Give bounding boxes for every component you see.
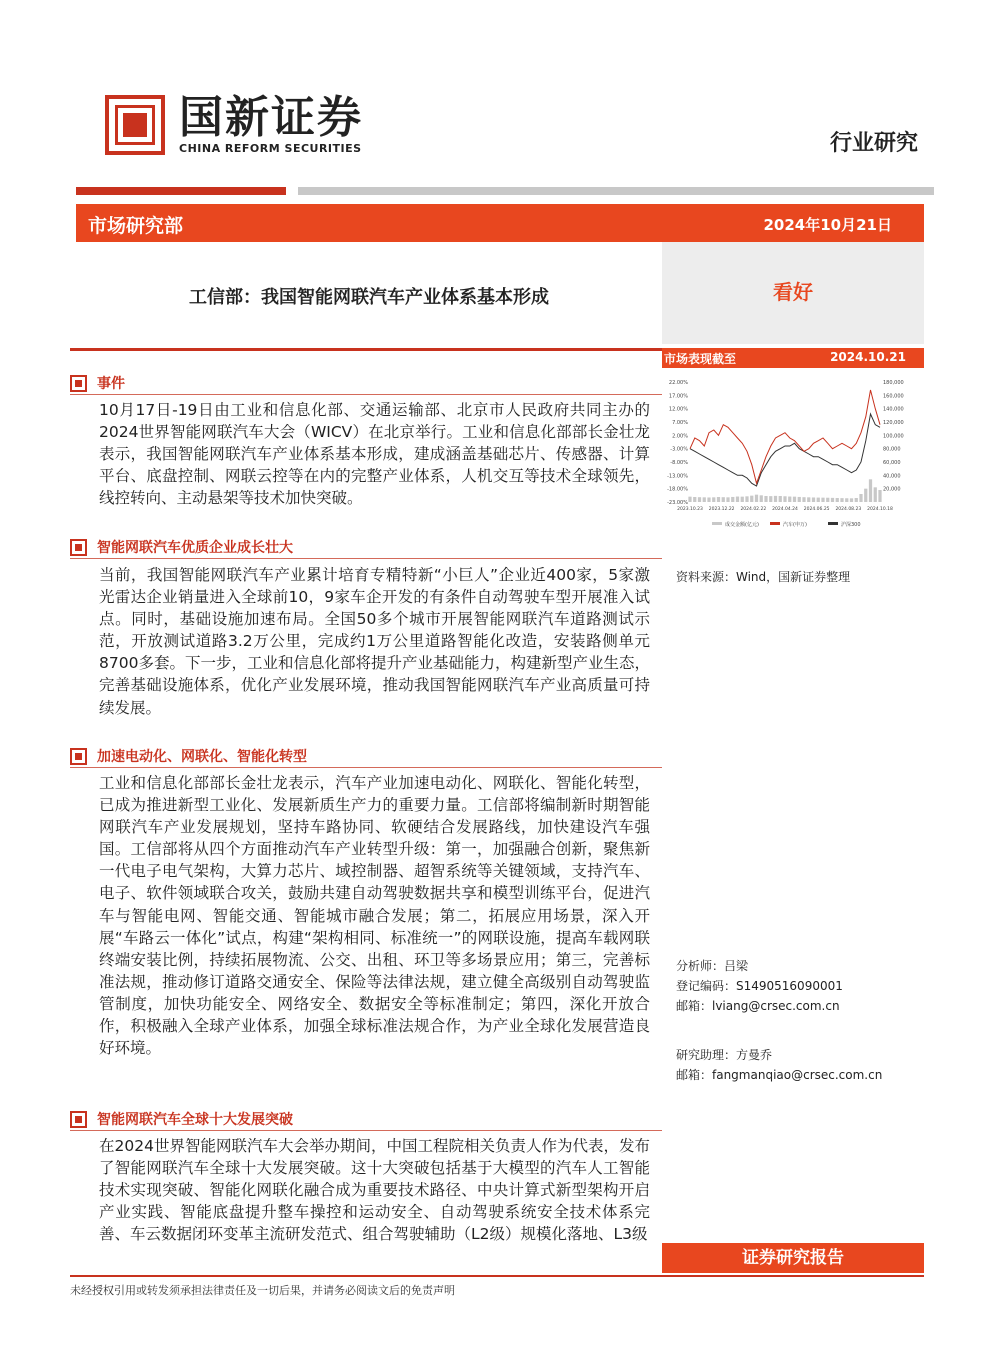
logo-english-name: CHINA REFORM SECURITIES — [179, 142, 362, 155]
volume-bar — [869, 479, 872, 502]
right-tick-label: 40,000 — [883, 473, 901, 480]
section-title: 事件 — [97, 376, 125, 392]
section-paragraph: 当前，我国智能网联汽车产业累计培育专精特新“小巨人”企业近400家，5家激光雷达企业销量进入全球前10，9家车企开发的有条件自动驾驶车型开展准入试点。同时，基础设施加速布局。全国50多个城市开展智能网联汽车道路测试示范，开放测试道路3.2万公里，完成约1万公里道路智能化改造，安装路侧单元8700多套。下一步，工业和信息化部将提升产业基础能力，构建新型产业生态，完善基础设施体系，优化产业发展环境，推动我国智能网联汽车产业高质量可持续发展。 — [99, 566, 650, 717]
auto-index-line — [690, 390, 880, 483]
legend-swatch — [828, 522, 838, 525]
volume-bar — [755, 495, 758, 502]
section-divider — [70, 767, 662, 768]
volume-bar — [798, 497, 801, 502]
right-tick-label: 100,000 — [883, 433, 904, 440]
legend-label: 沪深300 — [841, 522, 861, 528]
chart-source: 资料来源：Wind，国新证券整理 — [676, 570, 851, 584]
volume-bar — [736, 497, 739, 502]
x-tick-label: 2024.06.25 — [803, 507, 830, 512]
section-title: 智能网联汽车全球十大发展突破 — [97, 1112, 293, 1128]
market-performance-date: 2024.10.21 — [830, 350, 906, 364]
section-divider — [70, 558, 662, 559]
volume-bar — [760, 495, 763, 502]
report-date: 2024年10月21日 — [763, 216, 892, 234]
legend-swatch — [770, 522, 780, 525]
right-tick-label: 80,000 — [883, 446, 901, 453]
left-tick-label: -8.00% — [670, 460, 688, 466]
header-divider-bar — [298, 187, 934, 195]
volume-bar — [779, 496, 782, 502]
left-tick-label: 2.00% — [672, 433, 688, 440]
volume-bar — [831, 498, 834, 502]
right-tick-label: 140,000 — [883, 406, 904, 413]
section-bullet-icon — [70, 539, 87, 556]
analyst-block — [676, 958, 843, 1014]
left-tick-label: 17.00% — [668, 393, 688, 400]
volume-bar — [764, 496, 767, 502]
volume-bar — [878, 490, 881, 502]
section-title: 智能网联汽车优质企业成长壮大 — [97, 540, 293, 556]
section-paragraph: 在2024世界智能网联汽车大会举办期间，中国工程院相关负责人作为代表，发布了智能网联汽车全球十大发展突破。这十大突破包括基于大模型的汽车人工智能技术实现突破、智能化网联化融合成为重要技术路径、中央计算式新型架构开启产业实践、智能底盘提升整车操控和运动安全、自动驾驶系统安全技术体系完善、车云数据闭环变革主流研发范式、组合驾驶辅助（L2级）规模化落地、L3级 — [99, 1137, 650, 1244]
report-type-label: 证券研究报告 — [662, 1243, 924, 1273]
volume-bar — [717, 497, 720, 502]
volume-bar — [774, 496, 777, 502]
analyst-registration: 登记编码：S1490516090001 — [676, 979, 843, 993]
section-title: 加速电动化、网联化、智能化转型 — [97, 749, 307, 765]
x-tick-label: 2023.10.23 — [677, 507, 703, 512]
company-logo — [105, 94, 363, 155]
section-header-transformation — [70, 746, 307, 766]
x-tick-label: 2023.12.22 — [708, 507, 735, 512]
left-tick-label: -13.00% — [667, 473, 688, 480]
volume-bar — [712, 497, 715, 502]
analyst-name: 分析师：吕梁 — [676, 959, 749, 973]
left-tick-label: -3.00% — [670, 446, 688, 453]
section-divider — [70, 394, 662, 395]
assistant-email[interactable]: 邮箱：fangmanqiao@crsec.com.cn — [676, 1068, 883, 1082]
market-performance-bar — [662, 348, 924, 368]
assistant-name: 研究助理：方曼乔 — [676, 1048, 773, 1062]
x-tick-label: 2024.02.22 — [740, 507, 767, 512]
volume-bar — [783, 496, 786, 502]
section-header-breakthroughs — [70, 1109, 293, 1129]
volume-bar — [807, 497, 810, 502]
report-title: 工信部：我国智能网联汽车产业体系基本形成 — [189, 287, 549, 308]
right-tick-label: 120,000 — [883, 420, 904, 426]
section-paragraph: 工业和信息化部部长金壮龙表示，汽车产业加速电动化、网联化、智能化转型，已成为推进新型工业化、发展新质生产力的重要力量。工信部将编制新时期智能网联汽车产业发展规划，坚持车路协同、软硬结合发展路线，加快建设汽车强国。工信部将从四个方面推动汽车产业转型升级：第一，加强融合创新，聚焦新一代电子电气架构，大算力芯片、域控制器、超智系统等关键领域，支持汽车、电子、软件领域联合攻关，鼓励共建自动驾驶数据共享和模型训练平台，促进汽车与智能电网、智能交通、智能城市融合发展；第二，拓展应用场景，深入开展“车路云一体化”试点，构建“架构相同、标准统一”的网联设施，提高车载网联终端安装比例，持续拓展物流、公交、出租、环卫等多场景应用；第三，完善标准法规，推动修订道路交通安全、保险等法律法规，建立健全高级别自动驾驶监管制度，加快功能安全、网络安全、数据安全等标准制定；第四，深化开放合作，积极融入全球产业体系，加强全球标准法规合作，为产业全球化发展营造良好环境。 — [99, 774, 650, 1058]
left-tick-label: 7.00% — [672, 420, 688, 426]
right-tick-label: 60,000 — [883, 460, 901, 466]
volume-bar — [821, 498, 824, 502]
volume-bar — [750, 496, 753, 502]
right-tick-label: 20,000 — [883, 486, 901, 493]
right-tick-label: 160,000 — [883, 393, 904, 400]
volume-bar — [817, 498, 820, 502]
volume-bar — [703, 497, 706, 502]
section-header-event — [70, 373, 125, 393]
volume-bar — [850, 498, 853, 502]
volume-bar — [845, 498, 848, 502]
volume-bar — [731, 497, 734, 502]
logo-icon — [105, 95, 165, 155]
volume-bar — [741, 497, 744, 502]
logo-chinese-name: 国新证券 — [179, 92, 363, 143]
legend-label: 汽车(申万) — [783, 522, 807, 528]
volume-bar — [707, 497, 710, 502]
x-tick-label: 2024.10.18 — [867, 507, 893, 512]
department-name: 市场研究部 — [88, 215, 184, 237]
section-divider — [70, 1130, 662, 1131]
volume-bar — [840, 498, 843, 502]
legend-label: 成交金额(亿元) — [725, 522, 759, 528]
legend-swatch — [712, 522, 722, 525]
section-bullet-icon — [70, 1111, 87, 1128]
volume-bar — [864, 489, 867, 502]
x-tick-label: 2024.08.23 — [835, 507, 862, 512]
market-performance-label: 市场表现截至 — [664, 352, 737, 366]
volume-bar — [874, 487, 877, 502]
industry-rating: 看好 — [773, 280, 813, 304]
volume-bar — [859, 494, 862, 502]
left-tick-label: -23.00% — [667, 500, 688, 506]
volume-bar — [812, 497, 815, 502]
analyst-email[interactable]: 邮箱：lviang@crsec.com.cn — [676, 999, 840, 1013]
volume-bar — [788, 497, 791, 502]
volume-bar — [745, 496, 748, 502]
volume-bar — [793, 497, 796, 502]
section-bullet-icon — [70, 375, 87, 392]
footer-divider — [70, 1275, 924, 1277]
document-type: 行业研究 — [829, 130, 918, 156]
header-accent-bar — [76, 187, 286, 195]
volume-bar — [826, 498, 829, 502]
volume-bar — [836, 498, 839, 502]
left-tick-label: 22.00% — [668, 380, 688, 386]
left-tick-label: -18.00% — [667, 486, 688, 493]
hs300-line — [690, 414, 880, 486]
volume-bar — [726, 497, 729, 502]
volume-bar — [855, 498, 858, 502]
x-tick-label: 2024.04.24 — [772, 507, 798, 512]
department-bar — [76, 204, 924, 242]
section-header-enterprises — [70, 537, 293, 557]
volume-bar — [769, 496, 772, 502]
right-tick-label: 180,000 — [883, 380, 904, 386]
market-performance-chart — [662, 372, 924, 536]
disclaimer-text: 未经授权引用或转发须承担法律责任及一切后果，并请务必阅读文后的免责声明 — [70, 1284, 455, 1297]
volume-bar — [722, 497, 725, 502]
left-tick-label: 12.00% — [668, 406, 688, 413]
volume-bar — [688, 497, 691, 502]
assistant-block — [676, 1047, 882, 1083]
title-divider — [70, 348, 662, 351]
volume-bar — [693, 497, 696, 502]
section-paragraph: 10月17日-19日由工业和信息化部、交通运输部、北京市人民政府共同主办的2024世界智能网联汽车大会（WICV）在北京举行。工业和信息化部部长金壮龙表示，我国智能网联汽车产业体系基本形成，建成涵盖基础芯片、传感器、计算平台、底盘控制、网联云控等在内的完整产业体系，人机交互等技术全球领先，线控转向、主动悬架等技术加快突破。 — [99, 401, 650, 508]
volume-bar — [802, 497, 805, 502]
volume-bar — [698, 497, 701, 502]
section-bullet-icon — [70, 748, 87, 765]
